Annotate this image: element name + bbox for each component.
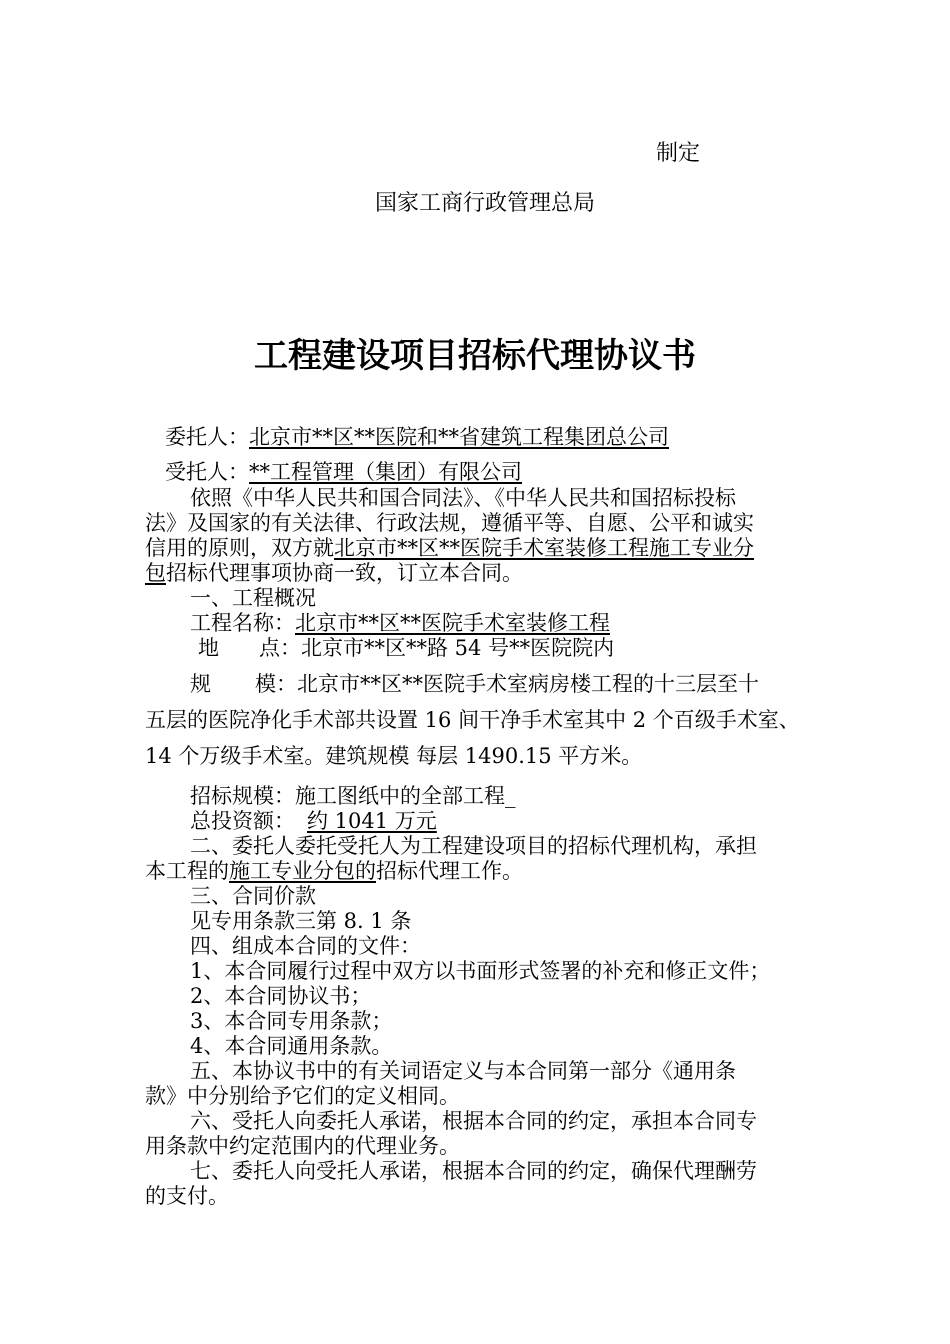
project-name-underlined-end: 包	[145, 561, 166, 585]
principal-value: 北京市**区**医院和**省建筑工程集团总公司	[249, 425, 669, 449]
location-label-1: 地	[198, 636, 219, 660]
agent-label: 受托人：	[165, 460, 249, 484]
sec1-heading: 一、工程概况	[190, 586, 316, 610]
location-label-2: 点：	[259, 636, 301, 660]
sec7-line-1: 七、委托人向受托人承诺，根据本合同的约定，确保代理酬劳	[190, 1159, 757, 1183]
scale-text-1: 北京市**区**医院手术室病房楼工程的十三层至十	[297, 672, 759, 696]
scale-line-1	[190, 672, 759, 696]
sec5-line-1: 五、本协议书中的有关词语定义与本合同第一部分《通用条	[190, 1059, 736, 1083]
scale-line-2: 五层的医院净化手术部共设置 16 间干净手术室其中 2 个百级手术室、	[145, 708, 800, 732]
sec2-line-1: 二、委托人委托受托人为工程建设项目的招标代理机构，承担	[190, 834, 757, 858]
scale-label-1: 规	[190, 672, 211, 696]
list-item: 3、本合同专用条款；	[190, 1009, 393, 1033]
intro-line-3-text: 信用的原则，双方就	[145, 536, 334, 560]
sec6-line-2: 用条款中约定范围内的代理业务。	[145, 1134, 460, 1158]
sec6-line-1: 六、受托人向委托人承诺，根据本合同的约定，承担本合同专	[190, 1109, 757, 1133]
header-agency: 国家工商行政管理总局	[375, 191, 596, 216]
list-item: 4、本合同通用条款。	[190, 1034, 393, 1058]
scale-label-2: 模：	[255, 672, 297, 696]
sec3-text: 见专用条款三第 8. 1 条	[190, 909, 412, 933]
scale-line-3: 14 个万级手术室。建筑规模 每层 1490.15 平方米。	[145, 744, 643, 768]
intro-line-1: 依照《中华人民共和国合同法》、《中华人民共和国招标投标	[190, 486, 736, 510]
intro-line-4	[145, 561, 523, 585]
location-value: 北京市**区**路 54 号**医院院内	[301, 636, 615, 660]
list-item: 1、本合同履行过程中双方以书面形式签署的补充和修正文件；	[190, 959, 771, 983]
sec2-text-c: 招标代理工作。	[376, 859, 523, 883]
intro-line-2: 法》及国家的有关法律、行政法规，遵循平等、自愿、公平和诚实	[145, 511, 754, 535]
sec2-line-2	[145, 859, 523, 883]
investment-line	[190, 809, 437, 833]
intro-line-3	[145, 536, 754, 560]
project-name-value: 北京市**区**医院手术室装修工程	[295, 611, 610, 635]
sec4-heading: 四、组成本合同的文件：	[190, 934, 421, 958]
investment-value: 约 1041 万元	[307, 809, 437, 833]
location-line	[198, 636, 614, 660]
document-title: 工程建设项目招标代理协议书	[254, 336, 696, 376]
bid-scope-line: 招标规模：施工图纸中的全部工程_	[190, 784, 516, 808]
project-name-line	[190, 611, 610, 635]
agent-line	[165, 460, 522, 484]
sec2-underlined: 施工专业分包的	[229, 859, 376, 883]
sec3-heading: 三、合同价款	[190, 884, 316, 908]
investment-label: 总投资额：	[190, 809, 295, 833]
principal-line	[165, 425, 669, 449]
header-zhiding: 制定	[656, 141, 701, 166]
project-name-label: 工程名称：	[190, 611, 295, 635]
project-name-underlined: 北京市**区**医院手术室装修工程施工专业分	[334, 536, 754, 560]
sec7-line-2: 的支付。	[145, 1184, 229, 1208]
intro-line-4-text: 招标代理事项协商一致，订立本合同。	[166, 561, 523, 585]
sec2-text-a: 本工程的	[145, 859, 229, 883]
agent-value: **工程管理（集团）有限公司	[249, 460, 522, 484]
principal-label: 委托人：	[165, 425, 249, 449]
list-item: 2、本合同协议书；	[190, 984, 372, 1008]
sec5-line-2: 款》中分别给予它们的定义相同。	[145, 1084, 460, 1108]
